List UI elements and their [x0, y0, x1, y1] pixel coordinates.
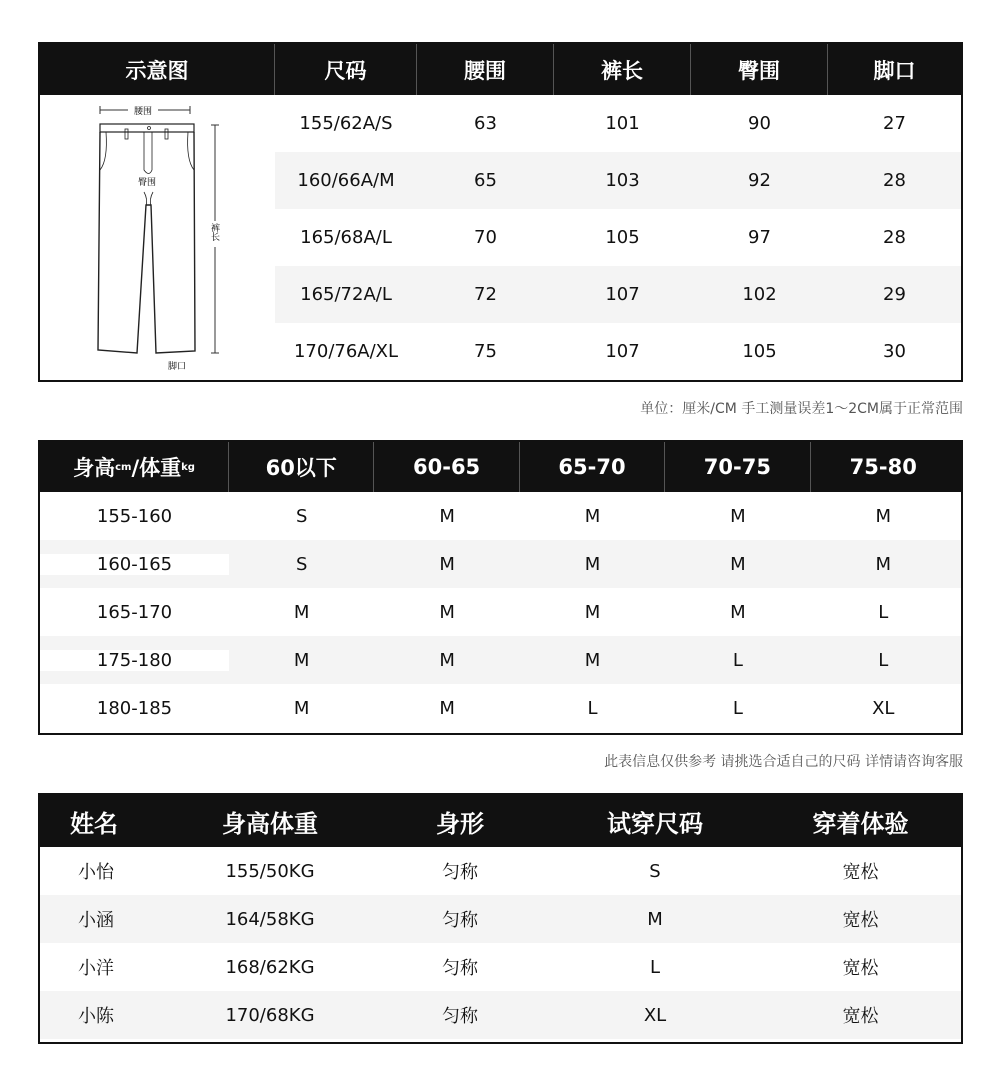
size-cell: M	[439, 553, 455, 575]
pants-diagram	[40, 95, 275, 380]
fit-table-note: 此表信息仅供参考 请挑选合适自己的尺码 详情请咨询客服	[604, 754, 963, 770]
length-cell: 107	[605, 341, 640, 362]
size-cell: M	[439, 697, 455, 719]
size-cell: M	[584, 553, 601, 575]
height-cell: 180-185	[40, 698, 229, 719]
fit-cell: 宽松	[842, 1006, 879, 1027]
diagram-length-label: 裤长	[209, 223, 219, 241]
size-cell: XL	[643, 1004, 667, 1026]
size-cell: 165/68A/L	[300, 227, 392, 248]
size-cell: M	[293, 601, 310, 623]
tryon-table-header	[40, 795, 961, 847]
shape-cell: 匀称	[442, 862, 478, 883]
waist-cell: 72	[474, 284, 497, 305]
header-name: 姓名	[70, 809, 118, 838]
table-row	[40, 588, 961, 636]
length-cell: 105	[605, 227, 640, 248]
size-cell: M	[875, 553, 892, 575]
height-cell: 165-170	[40, 602, 229, 623]
header-height-weight	[40, 442, 229, 492]
table-row	[40, 943, 961, 991]
size-cell: L	[732, 697, 743, 719]
hem-cell: 29	[883, 284, 906, 305]
hip-cell: 102	[742, 284, 777, 305]
height-weight-cell: 155/50KG	[225, 860, 315, 882]
table-row	[275, 152, 961, 209]
table-row	[40, 492, 961, 540]
shape-cell: 匀称	[442, 910, 478, 931]
table-row	[40, 847, 961, 895]
fit-cell: 宽松	[842, 910, 879, 931]
waist-cell: 63	[474, 113, 497, 134]
hip-cell: 97	[748, 227, 771, 248]
hip-cell: 92	[748, 170, 771, 191]
length-cell: 107	[605, 284, 640, 305]
tryon-table	[38, 793, 963, 1044]
size-cell: M	[439, 649, 455, 671]
size-cell: M	[439, 505, 455, 527]
header-hip: 臀围	[691, 44, 828, 95]
header-weight: 70-75	[665, 442, 810, 492]
height-cell: 175-180	[40, 650, 229, 671]
size-cell: M	[647, 908, 663, 930]
header-weight: 65-70	[520, 442, 665, 492]
size-cell: S	[649, 860, 661, 882]
size-chart-rows	[275, 95, 961, 380]
header-fit-experience: 穿着体验	[812, 809, 909, 838]
size-cell: 165/72A/L	[300, 284, 392, 305]
table-row	[275, 266, 961, 323]
waist-cell: 70	[474, 227, 497, 248]
size-cell: M	[584, 649, 601, 671]
height-weight-cell: 170/68KG	[225, 1004, 315, 1026]
header-hem: 脚口	[873, 58, 916, 83]
table-row	[275, 95, 961, 152]
fit-cell: 宽松	[842, 958, 879, 979]
size-cell: S	[295, 553, 308, 575]
hem-cell: 28	[883, 227, 906, 248]
name-cell: 小涵	[78, 910, 114, 931]
size-cell: L	[732, 649, 743, 671]
size-cell: M	[730, 505, 746, 527]
header-length: 裤长	[554, 44, 691, 95]
name-cell: 小怡	[78, 862, 114, 883]
size-cell: L	[878, 649, 889, 671]
corner-kg-unit: kg	[181, 461, 195, 473]
header-weight: 75-80	[849, 455, 917, 479]
size-chart-note: 单位：厘米/CM 手工测量误差1～2CM属于正常范围	[640, 401, 963, 417]
size-cell: M	[293, 649, 310, 671]
size-cell: L	[649, 956, 661, 978]
size-chart-header	[40, 44, 961, 95]
size-chart-table	[38, 42, 963, 382]
height-cell: 155-160	[40, 506, 229, 527]
height-cell: 160-165	[40, 554, 229, 575]
fit-recommendation-table	[38, 440, 963, 735]
diagram-hem-label: 脚口	[167, 362, 187, 372]
table-row	[275, 323, 961, 380]
height-weight-cell: 164/58KG	[225, 908, 315, 930]
size-cell: L	[587, 697, 598, 719]
waist-cell: 75	[474, 341, 497, 362]
size-cell: M	[439, 601, 455, 623]
corner-cm-unit: cm	[115, 461, 132, 473]
hip-cell: 90	[748, 113, 771, 134]
table-row	[40, 895, 961, 943]
table-row	[40, 636, 961, 684]
size-cell: 155/62A/S	[299, 113, 393, 134]
hem-cell: 30	[883, 341, 906, 362]
table-row	[275, 209, 961, 266]
header-size: 尺码	[275, 44, 417, 95]
corner-height-text: 身高	[73, 456, 116, 480]
header-body-shape: 身形	[436, 809, 484, 838]
size-cell: M	[584, 601, 601, 623]
header-diagram: 示意图	[40, 44, 275, 95]
hem-cell: 27	[883, 113, 906, 134]
size-cell: M	[730, 601, 746, 623]
size-cell: XL	[872, 697, 895, 719]
size-cell: L	[878, 601, 889, 623]
size-cell: 170/76A/XL	[293, 341, 399, 362]
hem-cell: 28	[883, 170, 906, 191]
fit-table-header	[40, 442, 961, 492]
header-weight: 60以下	[229, 442, 374, 492]
length-cell: 101	[605, 113, 640, 134]
name-cell: 小洋	[78, 958, 114, 979]
height-weight-cell: 168/62KG	[225, 956, 315, 978]
size-cell: M	[584, 505, 601, 527]
header-tried-size: 试穿尺码	[607, 809, 703, 838]
table-row	[40, 991, 961, 1039]
table-row	[40, 684, 961, 732]
diagram-waist-label: 腰围	[133, 107, 153, 117]
hip-cell: 105	[742, 341, 777, 362]
fit-cell: 宽松	[842, 862, 879, 883]
size-cell: S	[295, 505, 308, 527]
waist-cell: 65	[474, 170, 497, 191]
name-cell: 小陈	[78, 1006, 114, 1027]
pants-outline-icon	[40, 95, 275, 380]
size-cell: M	[730, 553, 746, 575]
corner-weight-text: /体重	[131, 456, 182, 480]
size-cell: M	[293, 697, 310, 719]
diagram-hip-label: 臀围	[137, 178, 157, 188]
length-cell: 103	[605, 170, 640, 191]
header-waist: 腰围	[417, 44, 554, 95]
shape-cell: 匀称	[442, 958, 478, 979]
size-cell: 160/66A/M	[297, 170, 395, 191]
shape-cell: 匀称	[442, 1006, 478, 1027]
size-cell: M	[875, 505, 892, 527]
header-height-weight: 身高体重	[222, 809, 318, 838]
header-weight: 60-65	[374, 442, 519, 492]
table-row	[40, 540, 961, 588]
